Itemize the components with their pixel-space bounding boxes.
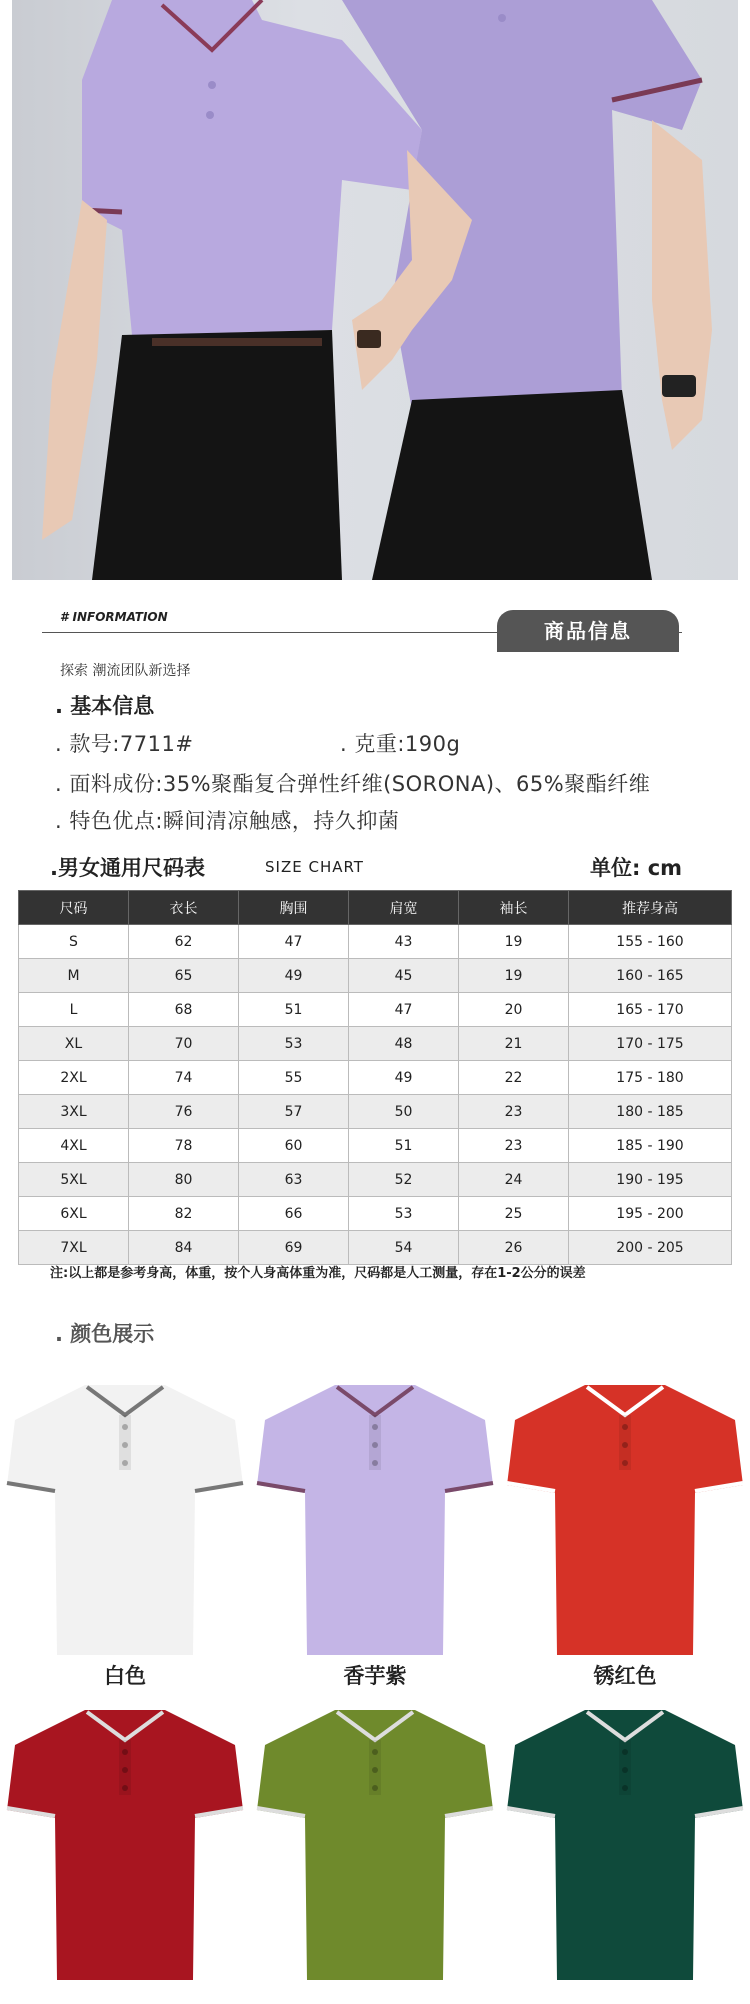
- table-cell: 55: [239, 1061, 349, 1095]
- color-swatch-polo: [505, 1700, 745, 1980]
- table-cell: 180 - 185: [569, 1095, 732, 1129]
- size-chart-header-row: [19, 891, 732, 925]
- table-cell: 6XL: [19, 1197, 129, 1231]
- polo-shirt-icon: [255, 1375, 495, 1655]
- polo-shirt-icon: [5, 1700, 245, 2000]
- table-cell: 82: [129, 1197, 239, 1231]
- table-cell: 21: [459, 1027, 569, 1061]
- table-cell: 51: [239, 993, 349, 1027]
- table-cell: 70: [129, 1027, 239, 1061]
- table-cell: 68: [129, 993, 239, 1027]
- table-cell: 66: [239, 1197, 349, 1231]
- table-row: [19, 1027, 732, 1061]
- table-cell: 155 - 160: [569, 925, 732, 959]
- color-name-label: 锈红色: [593, 1664, 657, 1688]
- table-row: [19, 1163, 732, 1197]
- table-cell: 47: [349, 993, 459, 1027]
- header-cell: 袖长: [459, 891, 569, 925]
- table-row: [19, 993, 732, 1027]
- table-row: [19, 1197, 732, 1231]
- table-cell: 175 - 180: [569, 1061, 732, 1095]
- table-cell: 63: [239, 1163, 349, 1197]
- product-info-pill: 商品信息: [497, 610, 679, 652]
- size-chart-unit: 单位: cm: [590, 856, 683, 880]
- color-name-label: 香芋紫: [343, 1664, 407, 1688]
- table-cell: 69: [239, 1231, 349, 1265]
- color-swatch-polo: [5, 1375, 245, 1655]
- table-cell: 190 - 195: [569, 1163, 732, 1197]
- table-cell: 43: [349, 925, 459, 959]
- table-row: [19, 959, 732, 993]
- hero-photo: [12, 0, 738, 580]
- table-cell: 200 - 205: [569, 1231, 732, 1265]
- polo-shirt-icon: [5, 1375, 245, 1655]
- size-note: 注:以上都是参考身高，体重，按个人身高体重为准，尺码都是人工测量，存在1-2公分的误差: [50, 1266, 586, 1281]
- table-cell: 74: [129, 1061, 239, 1095]
- table-cell: 165 - 170: [569, 993, 732, 1027]
- table-cell: 57: [239, 1095, 349, 1129]
- table-cell: 26: [459, 1231, 569, 1265]
- table-cell: 60: [239, 1129, 349, 1163]
- header-cell: 胸围: [239, 891, 349, 925]
- table-cell: 65: [129, 959, 239, 993]
- header-cell: 尺码: [19, 891, 129, 925]
- table-cell: 23: [459, 1129, 569, 1163]
- header-cell: 推荐身高: [569, 891, 732, 925]
- table-cell: 3XL: [19, 1095, 129, 1129]
- table-row: [19, 1061, 732, 1095]
- table-row: [19, 925, 732, 959]
- table-cell: 47: [239, 925, 349, 959]
- polo-shirt-icon: [505, 1375, 745, 1655]
- information-tag: # INFORMATION: [60, 610, 168, 624]
- size-chart-title: .男女通用尺码表: [50, 856, 205, 880]
- table-cell: 4XL: [19, 1129, 129, 1163]
- table-cell: 24: [459, 1163, 569, 1197]
- size-chart-body: [19, 925, 732, 1265]
- table-cell: 20: [459, 993, 569, 1027]
- table-cell: 195 - 200: [569, 1197, 732, 1231]
- color-display-title: . 颜色展示: [55, 1322, 155, 1346]
- size-chart-table: [18, 890, 732, 1265]
- table-cell: 49: [239, 959, 349, 993]
- table-cell: L: [19, 993, 129, 1027]
- table-cell: 48: [349, 1027, 459, 1061]
- table-cell: 45: [349, 959, 459, 993]
- table-cell: 50: [349, 1095, 459, 1129]
- table-cell: 5XL: [19, 1163, 129, 1197]
- table-row: [19, 1231, 732, 1265]
- table-cell: 53: [349, 1197, 459, 1231]
- table-cell: 53: [239, 1027, 349, 1061]
- style-number: . 款号:7711#: [55, 732, 194, 756]
- table-cell: 19: [459, 959, 569, 993]
- color-name-label: 白色: [104, 1664, 146, 1688]
- header-cell: 衣长: [129, 891, 239, 925]
- table-cell: 76: [129, 1095, 239, 1129]
- table-cell: 25: [459, 1197, 569, 1231]
- table-cell: 23: [459, 1095, 569, 1129]
- table-cell: S: [19, 925, 129, 959]
- basic-info-title: . 基本信息: [55, 694, 155, 718]
- table-row: [19, 1095, 732, 1129]
- fabric-composition: . 面料成份:35%聚酯复合弹性纤维(SORONA)、65%聚酯纤维: [55, 772, 651, 796]
- table-cell: 54: [349, 1231, 459, 1265]
- polo-shirt-icon: [255, 1700, 495, 2000]
- table-cell: 52: [349, 1163, 459, 1197]
- hero-models-illustration: [12, 0, 738, 580]
- table-cell: 51: [349, 1129, 459, 1163]
- table-cell: 22: [459, 1061, 569, 1095]
- polo-shirt-icon: [505, 1700, 745, 2000]
- table-cell: 160 - 165: [569, 959, 732, 993]
- table-cell: 170 - 175: [569, 1027, 732, 1061]
- fabric-weight: . 克重:190g: [340, 732, 461, 756]
- color-swatch-polo: [5, 1700, 245, 1980]
- header-cell: 肩宽: [349, 891, 459, 925]
- table-cell: 62: [129, 925, 239, 959]
- table-cell: 78: [129, 1129, 239, 1163]
- color-swatch-polo: [505, 1375, 745, 1655]
- feature-highlights: . 特色优点:瞬间清凉触感，持久抑菌: [55, 809, 400, 833]
- tagline: 探索 潮流团队新选择: [60, 663, 191, 679]
- table-row: [19, 1129, 732, 1163]
- table-cell: 84: [129, 1231, 239, 1265]
- table-cell: 49: [349, 1061, 459, 1095]
- table-cell: 2XL: [19, 1061, 129, 1095]
- table-cell: 80: [129, 1163, 239, 1197]
- table-cell: 19: [459, 925, 569, 959]
- table-cell: 7XL: [19, 1231, 129, 1265]
- size-chart-subtitle: SIZE CHART: [265, 858, 364, 876]
- table-cell: 185 - 190: [569, 1129, 732, 1163]
- color-swatch-polo: [255, 1375, 495, 1655]
- table-cell: XL: [19, 1027, 129, 1061]
- color-swatch-polo: [255, 1700, 495, 1980]
- table-cell: M: [19, 959, 129, 993]
